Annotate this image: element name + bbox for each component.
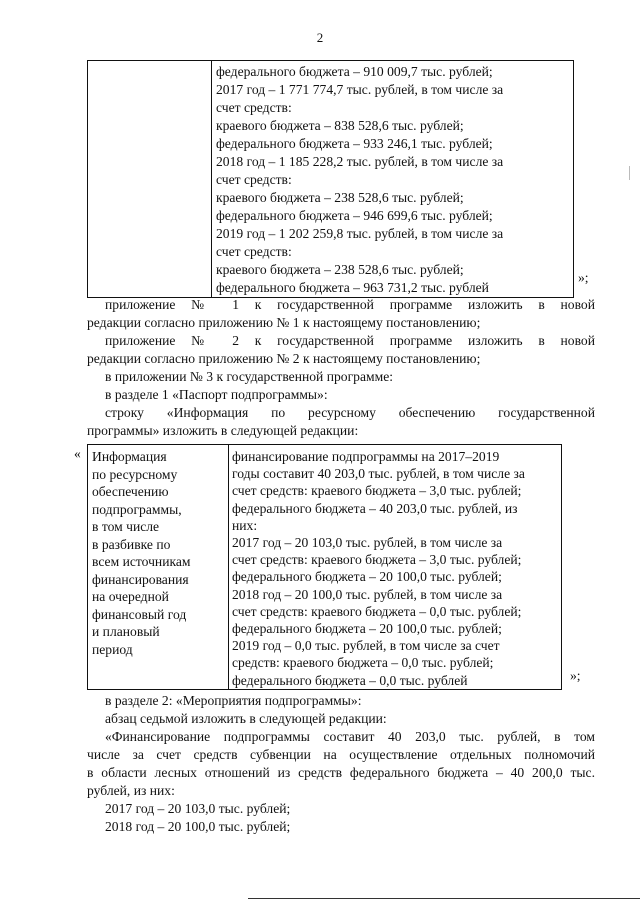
paragraph-financing-line2: числе за счет средств субвенции на осуществление отдельных полномочий (87, 747, 595, 762)
table1-left-cell (88, 61, 212, 298)
table1-closing-quote: »; (578, 270, 589, 285)
table1-line: краевого бюджета – 838 528,6 тыс. рублей; (216, 118, 464, 133)
table2-right-line: федерального бюджета – 0,0 тыс. рублей (232, 672, 468, 688)
table1-line: федерального бюджета – 946 699,6 тыс. рублей; (216, 208, 493, 223)
paragraph-appendix-2-line2: редакции согласно приложению № 2 к настоящему постановлению; (87, 351, 481, 366)
table2-right-line: 2018 год – 20 100,0 тыс. рублей, в том числе за (232, 586, 503, 602)
table2-right-line: федерального бюджета – 40 203,0 тыс. рублей, из (232, 500, 518, 516)
table2-left-line: финансирования (92, 571, 189, 587)
table2-right-line: федерального бюджета – 20 100,0 тыс. рублей; (232, 569, 502, 585)
table2-left-line: в том числе (92, 519, 160, 534)
table1-line: счет средств: (216, 100, 292, 115)
table2-left-cell (88, 445, 229, 690)
table2-left-line: финансовый год (92, 606, 187, 622)
table2-right-cell (229, 445, 562, 690)
paragraph-2017: 2017 год – 20 103,0 тыс. рублей; (105, 801, 291, 816)
paragraph-appendix-1-line2: редакции согласно приложению № 1 к настоящему постановлению; (87, 315, 481, 330)
table1-line: федерального бюджета – 910 009,7 тыс. рублей; (216, 64, 493, 79)
table2-left-line: в разбивке по (92, 536, 171, 552)
table2-right-line: средств: краевого бюджета – 0,0 тыс. рублей; (232, 655, 494, 671)
table1-right-cell (212, 61, 574, 298)
table2-left-line: всем источникам (92, 554, 191, 569)
table2-left-line: подпрограммы, (92, 501, 182, 517)
paragraph-financing-line1: «Финансирование подпрограммы составит 40 203,0 тыс. рублей, в том (105, 729, 595, 744)
paragraph-section-1: в разделе 1 «Паспорт подпрограммы»: (105, 387, 328, 402)
table2-open-quote: « (74, 446, 81, 461)
table1-line: счет средств: (216, 172, 292, 187)
paragraph-seventh-abzac: абзац седьмой изложить в следующей редакции: (105, 711, 387, 726)
table2-right-line: счет средств: краевого бюджета – 0,0 тыс. рублей; (232, 603, 522, 619)
table1-line: 2017 год – 1 771 774,7 тыс. рублей, в том числе за (216, 82, 504, 97)
table1-line: счет средств: (216, 244, 292, 259)
table1-line: федерального бюджета – 933 246,1 тыс. рублей; (216, 136, 493, 151)
table2-right-line: них: (232, 517, 258, 533)
table2-left-line: по ресурсному (92, 466, 178, 482)
paragraph-financing-line4: рублей, из них: (87, 783, 175, 798)
paragraph-section-2: в разделе 2: «Мероприятия подпрограммы»: (105, 693, 362, 708)
paragraph-appendix-2-line1: приложение № 2 к государственной программе изложить в новой (105, 333, 595, 348)
table2-closing-quote: »; (570, 668, 581, 683)
table2-right-line: федерального бюджета – 20 100,0 тыс. рублей; (232, 621, 502, 637)
table1-line: краевого бюджета – 238 528,6 тыс. рублей; (216, 262, 464, 277)
table1-line: федерального бюджета – 963 731,2 тыс. рублей (216, 280, 489, 295)
table1-line: 2018 год – 1 185 228,2 тыс. рублей, в том числе за (216, 154, 504, 169)
table2-left-line: обеспечению (92, 484, 169, 499)
table2-right-line: 2019 год – 0,0 тыс. рублей, в том числе за счет (232, 638, 500, 654)
bottom-rule (248, 898, 640, 899)
table2-left-line: и плановый (92, 624, 160, 639)
paragraph-appendix-1-line1: приложение № 1 к государственной программе изложить в новой (105, 297, 595, 312)
table2-left-line: на очередной (92, 589, 169, 604)
table2-right-line: счет средств: краевого бюджета – 3,0 тыс. рублей; (232, 483, 522, 499)
table2-right-line: финансирование подпрограммы на 2017–2019 (232, 449, 500, 464)
resource-info-table (87, 444, 562, 690)
page-number: 2 (316, 30, 324, 45)
table2-left-line: Информация (92, 449, 167, 464)
paragraph-appendix-3: в приложении № 3 к государственной программе: (105, 369, 394, 384)
paragraph-row-info-line2: программы» изложить в следующей редакции: (87, 423, 359, 438)
table2-right-line: 2017 год – 20 103,0 тыс. рублей, в том числе за (232, 535, 503, 551)
table2-left-line: период (92, 641, 133, 657)
budget-table-continued (87, 60, 574, 298)
paragraph-financing-line3: в области лесных отношений из средств федерального бюджета – 40 200,0 тыс. (87, 765, 595, 780)
paragraph-2018: 2018 год – 20 100,0 тыс. рублей; (105, 819, 291, 834)
paragraph-row-info-line1: строку «Информация по ресурсному обеспечению государственной (105, 405, 595, 420)
table2-right-line: годы составит 40 203,0 тыс. рублей, в том числе за (232, 466, 525, 482)
table1-line: краевого бюджета – 238 528,6 тыс. рублей; (216, 190, 464, 205)
table1-line: 2019 год – 1 202 259,8 тыс. рублей, в том числе за (216, 226, 504, 241)
table2-right-line: счет средств: краевого бюджета – 3,0 тыс. рублей; (232, 552, 522, 568)
scan-edge-mark (629, 166, 630, 180)
